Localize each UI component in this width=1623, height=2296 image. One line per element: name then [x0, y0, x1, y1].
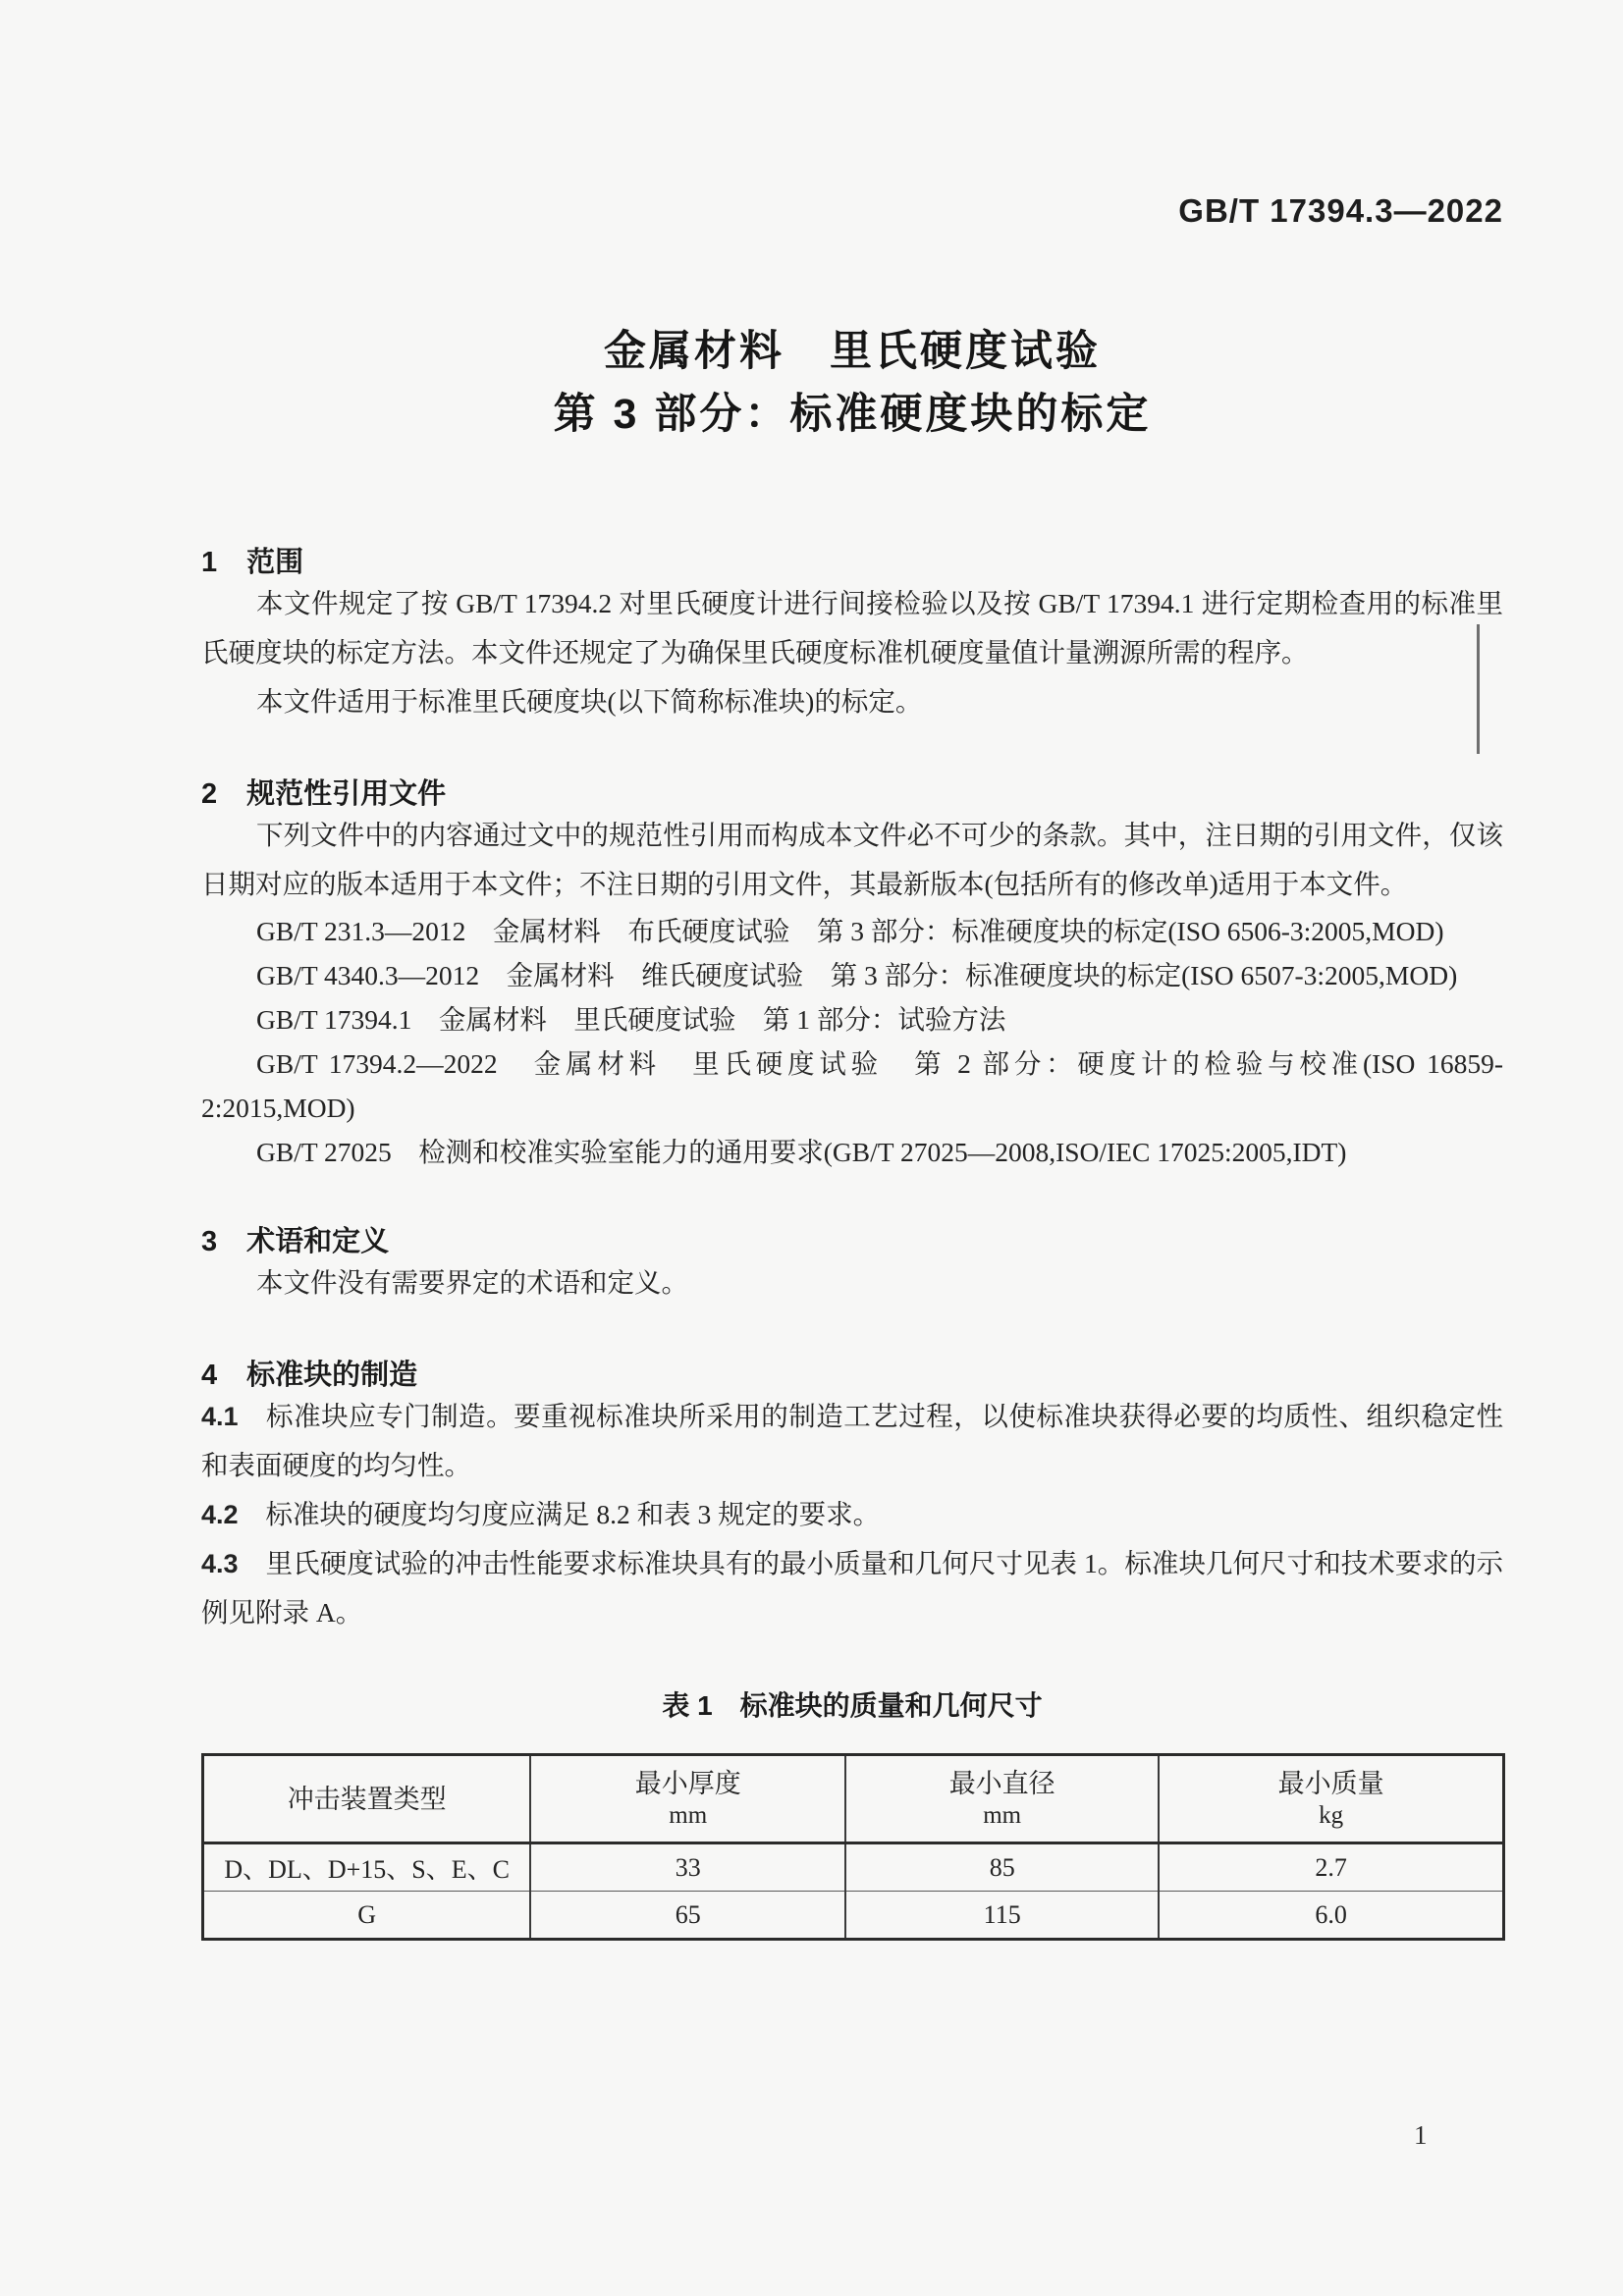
- content-area: [201, 0, 1503, 1941]
- column-header-device-type: 冲击装置类型: [203, 1755, 531, 1843]
- section-number: 3: [201, 1226, 218, 1257]
- clause-4-3: [201, 1539, 1503, 1637]
- table-1-caption: [201, 1684, 1503, 1724]
- table-caption-label: 表 1: [662, 1690, 713, 1721]
- section-heading-normative-refs: [201, 777, 1503, 811]
- cell-device-types: D、DL、D+15、S、E、C: [203, 1843, 531, 1892]
- reference-item: GB/T 17394.2—2022 金属材料 里氏硬度试验 第 2 部分：硬度计的检验与校准(ISO 16859-2:2015,MOD): [201, 1048, 1503, 1123]
- column-header-min-diameter: 最小直径 mm: [845, 1755, 1159, 1843]
- clause-text: 标准块应专门制造。要重视标准块所采用的制造工艺过程，以使标准块获得必要的均质性、组织稳定性和表面硬度的均匀性。: [201, 1401, 1503, 1480]
- column-header-min-thickness: 最小厚度 mm: [530, 1755, 845, 1843]
- cell-min-thickness: 65: [530, 1892, 845, 1940]
- scope-paragraph-1: 本文件规定了按 GB/T 17394.2 对里氏硬度计进行间接检验以及按 GB/T 17394.1 进行定期检查用的标准里氏硬度块的标定方法。本文件还规定了为确保里氏硬度标准机硬度量值计量溯源所需的程序。: [201, 588, 1503, 667]
- section-title: 术语和定义: [246, 1226, 390, 1257]
- cell-device-types: G: [203, 1892, 531, 1940]
- clause-number: 4.3: [201, 1549, 239, 1578]
- table-row: [203, 1843, 1504, 1892]
- table-header-row: [203, 1755, 1504, 1843]
- reference-item: GB/T 231.3—2012 金属材料 布氏硬度试验 第 3 部分：标准硬度块的标定(ISO 6506-3:2005,MOD): [256, 916, 1444, 946]
- reference-item: GB/T 4340.3—2012 金属材料 维氏硬度试验 第 3 部分：标准硬度块的标定(ISO 6507-3:2005,MOD): [256, 960, 1458, 990]
- title-line-2: 第 3 部分：标准硬度块的标定: [553, 391, 1152, 438]
- normative-intro-paragraph: 下列文件中的内容通过文中的规范性引用而构成本文件必不可少的条款。其中，注日期的引用文件，仅该日期对应的版本适用于本文件；不注日期的引用文件，其最新版本(包括所有的修改单)适用于本文件。: [201, 820, 1503, 899]
- section-heading-terms: [201, 1225, 1503, 1258]
- cell-min-diameter: 115: [845, 1892, 1159, 1940]
- clause-text: 标准块的硬度均匀度应满足 8.2 和表 3 规定的要求。: [265, 1499, 881, 1529]
- clause-text: 里氏硬度试验的冲击性能要求标准块具有的最小质量和几何尺寸见表 1。标准块几何尺寸和技术要求的示例见附录 A。: [201, 1548, 1503, 1628]
- cell-min-diameter: 85: [845, 1843, 1159, 1892]
- section-title: 范围: [246, 547, 304, 578]
- column-header-min-mass: 最小质量 kg: [1159, 1755, 1503, 1843]
- section-number: 4: [201, 1360, 218, 1391]
- section-number: 2: [201, 778, 218, 810]
- terms-paragraph: 本文件没有需要界定的术语和定义。: [256, 1267, 688, 1298]
- document-title: [201, 320, 1503, 446]
- table-caption-text: 标准块的质量和几何尺寸: [739, 1690, 1043, 1721]
- table-1: [201, 1753, 1505, 1941]
- section-number: 1: [201, 547, 218, 578]
- standard-number: GB/T 17394.3—2022: [1178, 192, 1503, 229]
- section-title: 规范性引用文件: [246, 778, 447, 810]
- clause-4-1: [201, 1392, 1503, 1490]
- page-number: 1: [1414, 2120, 1428, 2150]
- clause-number: 4.2: [201, 1500, 239, 1529]
- reference-item: GB/T 17394.1 金属材料 里氏硬度试验 第 1 部分：试验方法: [256, 1004, 1006, 1035]
- cell-min-thickness: 33: [530, 1843, 845, 1892]
- cell-min-mass: 2.7: [1159, 1843, 1503, 1892]
- reference-item: GB/T 27025 检测和校准实验室能力的通用要求(GB/T 27025—2008,ISO/IEC 17025:2005,IDT): [256, 1137, 1347, 1167]
- cell-min-mass: 6.0: [1159, 1892, 1503, 1940]
- scope-paragraph-2: 本文件适用于标准里氏硬度块(以下简称标准块)的标定。: [256, 686, 923, 717]
- title-line-1: 金属材料 里氏硬度试验: [604, 328, 1101, 375]
- section-title: 标准块的制造: [246, 1360, 418, 1391]
- clause-4-2: [201, 1490, 1503, 1539]
- table-row: [203, 1892, 1504, 1940]
- revision-change-bar: [1477, 624, 1480, 754]
- clause-number: 4.1: [201, 1402, 239, 1431]
- section-heading-manufacture: [201, 1359, 1503, 1392]
- section-heading-scope: [201, 546, 1503, 579]
